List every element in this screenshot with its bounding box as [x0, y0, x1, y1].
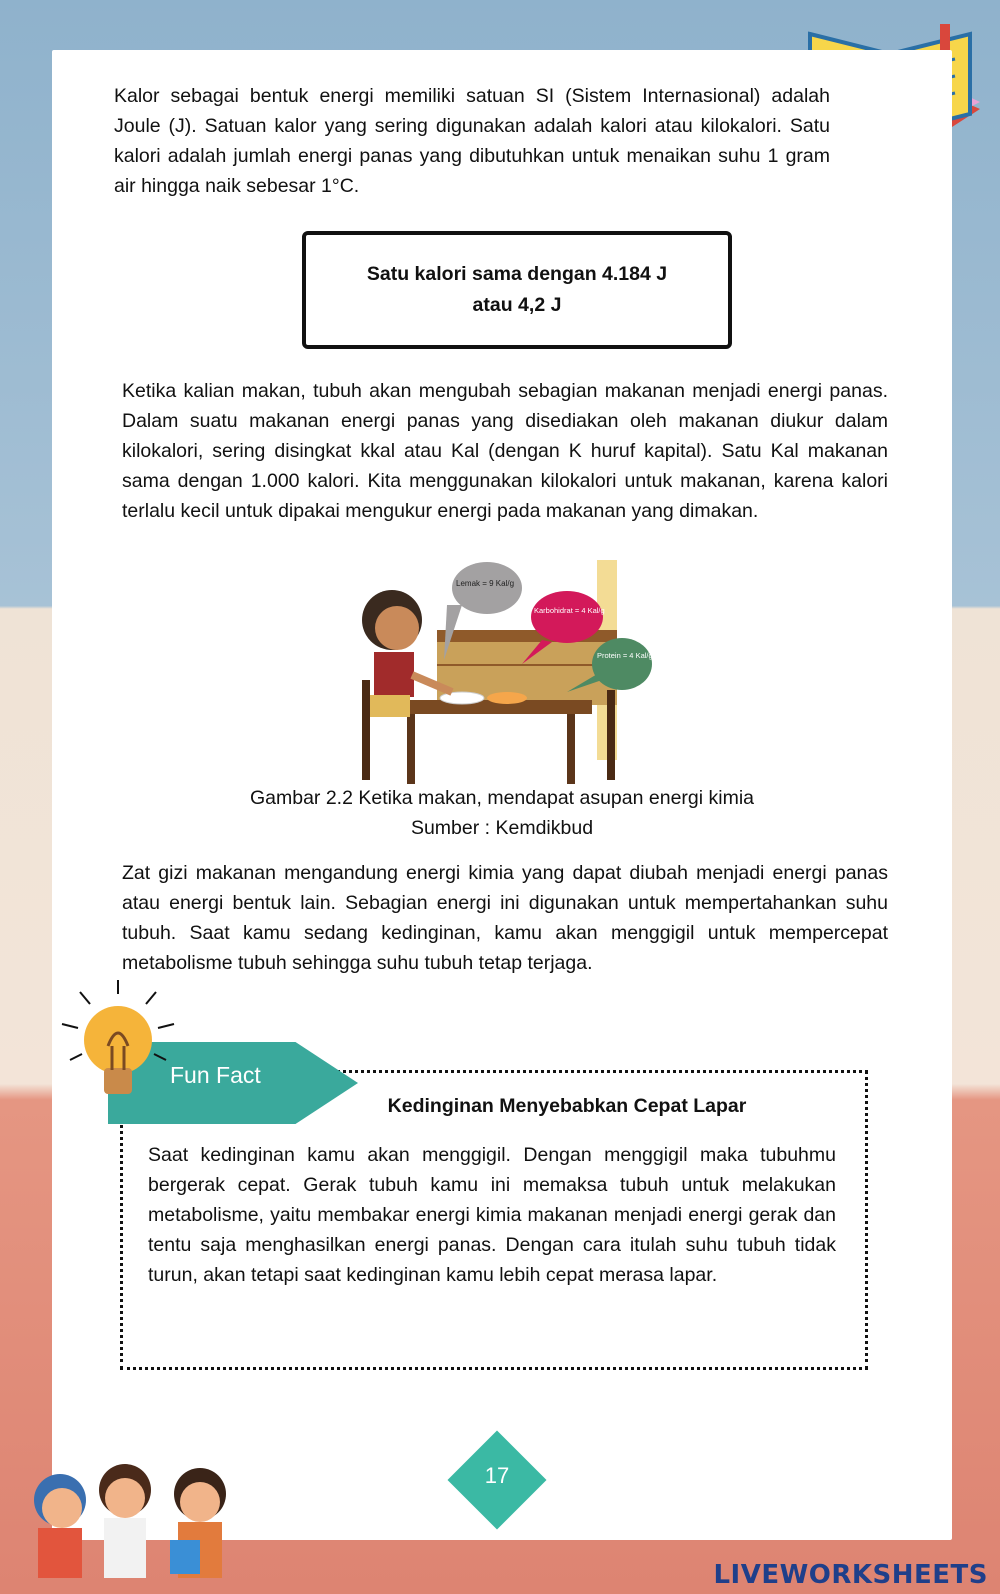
chair-left — [362, 680, 370, 780]
fat-bubble-label: Lemak = 9 Kal/g — [456, 579, 515, 588]
figure-caption: Gambar 2.2 Ketika makan, mendapat asupan energi kimia — [249, 787, 755, 809]
formula-line-1: Satu kalori sama dengan 4.184 J — [366, 263, 668, 285]
worksheet-page — [52, 50, 952, 1540]
formula-line-2: atau 4,2 J — [472, 294, 562, 316]
children-reading-icon — [20, 1460, 250, 1594]
fun-fact-title: Kedinginan Menyebabkan Cepat Lapar — [387, 1095, 747, 1117]
boy-shirt — [374, 652, 414, 697]
fat-bubble — [452, 562, 522, 614]
protein-bubble-label: Protein = 4 Kal/g — [597, 651, 653, 660]
boy-face — [375, 606, 419, 650]
boy-shorts — [370, 695, 410, 717]
calorie-definition-box — [302, 231, 732, 349]
plate — [487, 692, 527, 704]
boy-eating-illustration — [352, 560, 653, 788]
chair-right — [607, 690, 615, 780]
fun-fact-label: Fun Fact — [170, 1062, 261, 1088]
figure-source: Sumber : Kemdikbud — [410, 817, 594, 839]
nutrition-paragraph: Zat gizi makanan mengandung energi kimia yang dapat diubah menjadi energi panas atau energi bentuk lain. Sebagian energi ini digunakan untuk mempertahankan suhu tubuh. Saat kamu sedang kedinginan, kamu akan menggigil untuk mempercepat metabolisme tubuh sehingga suhu tubuh tetap terjaga. — [122, 862, 888, 974]
brand-watermark: LIVEWORKSHEETS — [713, 1560, 988, 1590]
kilocalorie-paragraph: Ketika kalian makan, tubuh akan mengubah sebagian makanan menjadi energi panas. Dalam suatu makanan energi panas yang disediakan oleh makanan diukur dalam kilokalori, sering disingkat kkal atau Kal (dengan K huruf kapital). Satu Kal makanan sama dengan 1.000 kalori. Kita menggunakan kilokalori untuk makanan, karena kalori terlalu kecil untuk dipakai mengukur energi pada makanan yang dimakan. — [122, 380, 888, 522]
table-top — [392, 700, 592, 714]
lightbulb-icon — [60, 980, 180, 1110]
carb-bubble — [531, 591, 603, 643]
carb-bubble-label: Karbohidrat = 4 Kal/g — [534, 606, 605, 615]
intro-paragraph: Kalor sebagai bentuk energi memiliki satuan SI (Sistem Internasional) adalah Joule (J). Satuan kalor yang sering digunakan adalah kalori atau kilokalori. Satu kalori adalah jumlah energi panas yang dibutuhkan untuk menaikan suhu 1 gram air hingga naik sebesar 1°C. — [114, 85, 830, 197]
page-number: 17 — [484, 1463, 510, 1488]
protein-bubble — [592, 638, 652, 690]
fun-fact-body: Saat kedinginan kamu akan menggigil. Dengan menggigil maka tubuhmu bergerak cepat. Gerak tubuh kamu ini memaksa tubuh untuk melakukan metabolisme, yaitu membakar energi kimia makanan menjadi energi gerak dan tentu saja menghasilkan energi panas. Dengan cara itulah suhu tubuh tidak turun, akan tetapi saat kedinginan kamu lebih cepat merasa lapar. — [148, 1144, 836, 1286]
